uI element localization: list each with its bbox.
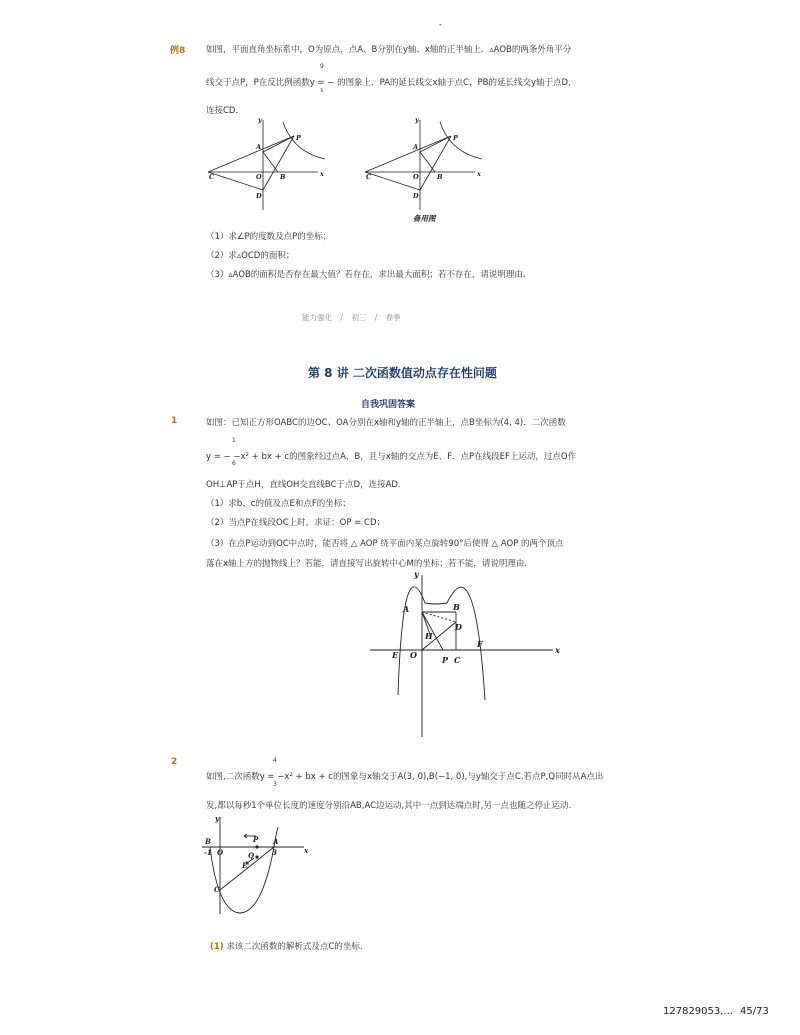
ex8-line1: 如图，平面直角坐标系中，O为原点，点A、B分别在y轴、x轴的正半轴上．▵AOB的两条外角平分 [206,45,572,55]
ex8-q1: （1）求∠P的度数及点P的坐标； [206,232,332,242]
ex8-fig2-D: D [413,192,419,200]
p2-fig-y: y [215,814,220,823]
ex8-figure-spare [365,120,482,210]
p2-point-P [255,845,258,848]
breadcrumb-c: 春季 [385,313,401,322]
ex8-q3: （3）▵AOB的面积是否存在最大值？若存在，求出最大面积；若不存在，请说明理由． [206,270,532,280]
top-mark: - [439,20,443,30]
p1-fig-B: B [453,602,460,612]
p2-line1: 如图,二次函数y = −x² + bx + c的图象与x轴交于A(3, 0),B(−1, 0),与y轴交于点C.若点P,Q同时从A点出 [206,772,604,782]
p1-fig-P: P [442,655,449,665]
p2-figure [200,812,310,917]
p1-q2: （2）当点P在线段OC上时，求证：OP = CD； [206,518,385,528]
p1-fig-O: O [410,650,417,660]
ex8-frac-den: x [320,87,324,94]
example-label: 例8 [170,46,186,56]
ex8-figure-main [208,120,325,210]
ex8-fig2-A: A [413,143,419,151]
page-number: 45/73 [740,1006,769,1017]
breadcrumb-sep: / [374,313,378,322]
p2-fig-E: E [242,861,248,870]
ex8-fig2-P: P [453,134,458,142]
p2-fig-x: x [304,846,309,855]
p2-q1-text: 求该二次函数的解析式及点C的坐标. [223,942,363,952]
p1-line3: OH⊥AP于点H，直线OH交直线BC于点D，连接AD． [206,480,407,490]
breadcrumb [302,312,401,323]
ex8-fig2-B: B [437,173,443,181]
p2-fig-O: O [217,848,224,857]
p1-fig-F: F [477,639,483,649]
ex8-fig1-D: D [256,192,262,200]
ex8-fig1-B: B [280,173,286,181]
p2-line2: 发,都以每秒1个单位长度的速度分别沿AB,AC边运动,其中一点到达端点时,另一点也随之停止运动. [206,801,572,811]
p1-fig-C: C [454,655,461,665]
p1-fig-E: E [392,650,399,660]
ex8-q2: （2）求▵OCD的面积； [206,251,295,261]
p1-fig-H: H [425,631,433,641]
p2-fig-P: P [253,835,259,844]
ex8-frac-num: 9 [320,63,324,70]
ex8-line2: 线交于点P，P在反比例函数y = − 的图象上．PA的延长线交x轴于点C，PB的延长线交y轴于点D， [206,78,577,88]
ex8-fig2-x: x [477,170,481,178]
ex8-fig1-O: O [256,173,262,181]
p2-fig-C: C [214,885,220,894]
ex8-fig1-x: x [320,170,324,178]
section-title: 自我巩固答案 [361,400,416,410]
p1-fig-y: y [414,569,419,579]
p1-frac-den: 6 [232,460,236,467]
p2-point-Q [255,855,258,858]
p1-frac-num: 1 [232,437,236,444]
p1-q3a: （3）在点P运动到OC中点时，能否将 △ AOP 绕平面内某点旋转90°后使得 △ AOP 的两个顶点 [206,539,564,549]
ex8-figures [200,112,540,227]
breadcrumb-b: 初三 [351,313,367,322]
p1-fig-D: D [455,622,462,632]
p1-q3b: 落在x轴上方的抛物线上？若能，请直接写出旋转中心M的坐标；若不能，请说明理由． [206,559,533,569]
breadcrumb-sep: / [340,313,343,322]
p2-fig-B: B [205,837,211,846]
p1-fig-x: x [555,645,560,655]
p1-figure [365,565,570,740]
p1-line2: y = − −x² + bx + c的图象经过点A，B，且与x轴的交点为E、F．点P在线段EF上运动，过点O作 [206,452,577,462]
ex8-line3: 连接CD． [206,106,244,116]
ex8-fig2-O: O [413,173,419,181]
breadcrumb-a: 能力强化 [302,313,332,322]
p1-fig-A: A [403,604,410,614]
p1-line1: 如图：已知正方形OABC的边OC、OA分别在x轴和y轴的正半轴上，点B坐标为(4, 4)．二次函数 [206,418,566,428]
p2-q1-number: (1) [210,942,224,952]
p2-fig-Q: Q [248,851,255,860]
ex8-fig1-P: P [296,134,301,142]
lecture-title: 第 8 讲 二次函数值动点存在性问题 [308,366,497,380]
ex8-fig2-y: y [415,116,419,124]
ex8-fig1-y: y [258,116,262,124]
ex8-fig1-A: A [256,143,262,151]
p2-fig-minus1: -1 [204,848,212,857]
ex8-fig2-C: C [366,173,372,181]
footer-doc-id: 127829053,... [663,1006,733,1017]
ex8-fig-caption: 备用图 [413,214,436,223]
problem-1-number: 1 [171,416,178,426]
p2-frac-num: 4 [273,757,277,764]
p2-fig-A: A [273,837,279,846]
p2-fig-3: 3 [272,848,277,857]
p2-q1 [210,940,363,952]
problem-2-number: 2 [171,757,178,767]
p1-q1: （1）求b、c的值及点E和点F的坐标； [206,499,351,509]
ex8-fig1-C: C [209,173,215,181]
p2-frac-den: 3 [273,781,277,788]
